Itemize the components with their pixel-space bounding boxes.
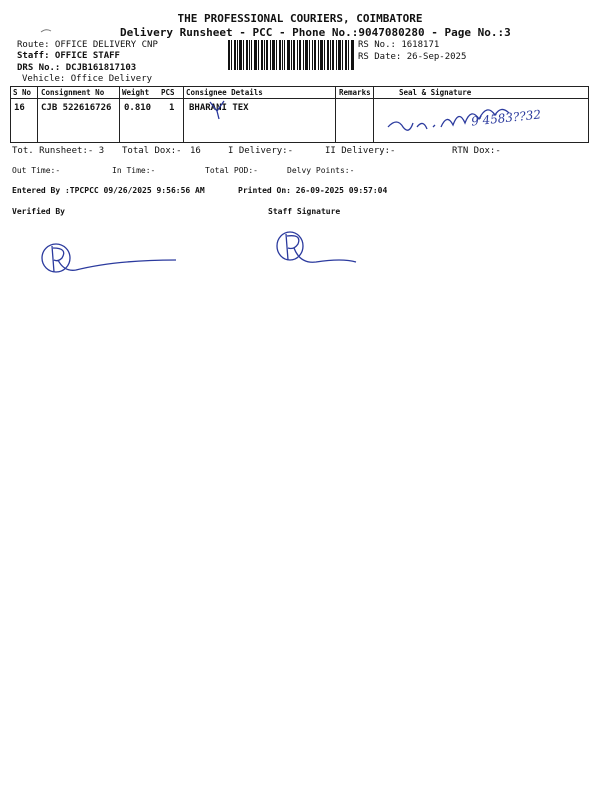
ii-delivery: II Delivery:- [325,146,396,156]
i-delivery: I Delivery:- [228,146,294,156]
row-sno: 16 [14,103,25,113]
col-header-weight: Weight [122,88,150,97]
runsheet-table [10,86,589,143]
col-header-pcs: PCS [161,88,175,97]
entered-by: Entered By :TPCPCC 09/26/2025 9:56:56 AM [12,186,205,195]
rs-date: RS Date: 26-Sep-2025 [358,52,467,62]
printed-on: Printed On: 26-09-2025 09:57:04 [238,186,388,195]
staff-signature-label: Staff Signature [268,207,341,216]
col-header-consignment: Consignment No [41,88,105,97]
tot-runsheet: Tot. Runsheet:- 3 [12,146,105,156]
row-consignee: BHARANI TEX [189,103,249,113]
total-pod: Total POD:- [205,166,258,175]
company-title: THE PROFESSIONAL COURIERS, COIMBATORE [177,12,423,25]
out-time: Out Time:- [12,166,61,175]
total-dox-label: Total Dox:- [122,146,182,156]
row-pcs: 1 [169,103,175,113]
stray-mark [40,28,52,34]
rs-number: RS No.: 1618171 [358,40,440,50]
verifier-signature [36,236,206,286]
delvy-points: Delvy Points:- [287,166,355,175]
in-time: In Time:- [112,166,156,175]
row-weight: 0.810 [124,103,152,113]
staff-signature-mark [272,226,372,276]
drs-number: DRS No.: DCJB161817103 [17,63,137,73]
col-header-consignee: Consignee Details [186,88,263,97]
col-header-remarks: Remarks [339,88,371,97]
rtn-dox: RTN Dox:- [452,146,501,156]
barcode-image [228,40,354,70]
verified-by-label: Verified By [12,207,65,216]
runsheet-subtitle: Delivery Runsheet - PCC - Phone No.:9047080280 - Page No.:3 [120,26,511,39]
handwritten-tick-mark [207,99,227,121]
col-header-sno: S No [13,88,32,97]
row-consignment: CJB 522616726 [41,103,112,113]
handwritten-phone-note: 9‘4583??32 [470,107,542,129]
route-text: Route: OFFICE DELIVERY CNP [17,40,158,50]
staff-text: Staff: OFFICE STAFF [17,51,120,61]
total-dox-value: 16 [190,146,201,156]
col-header-seal: Seal & Signature [399,88,472,97]
vehicle-text: Vehicle: Office Delivery [22,74,153,84]
